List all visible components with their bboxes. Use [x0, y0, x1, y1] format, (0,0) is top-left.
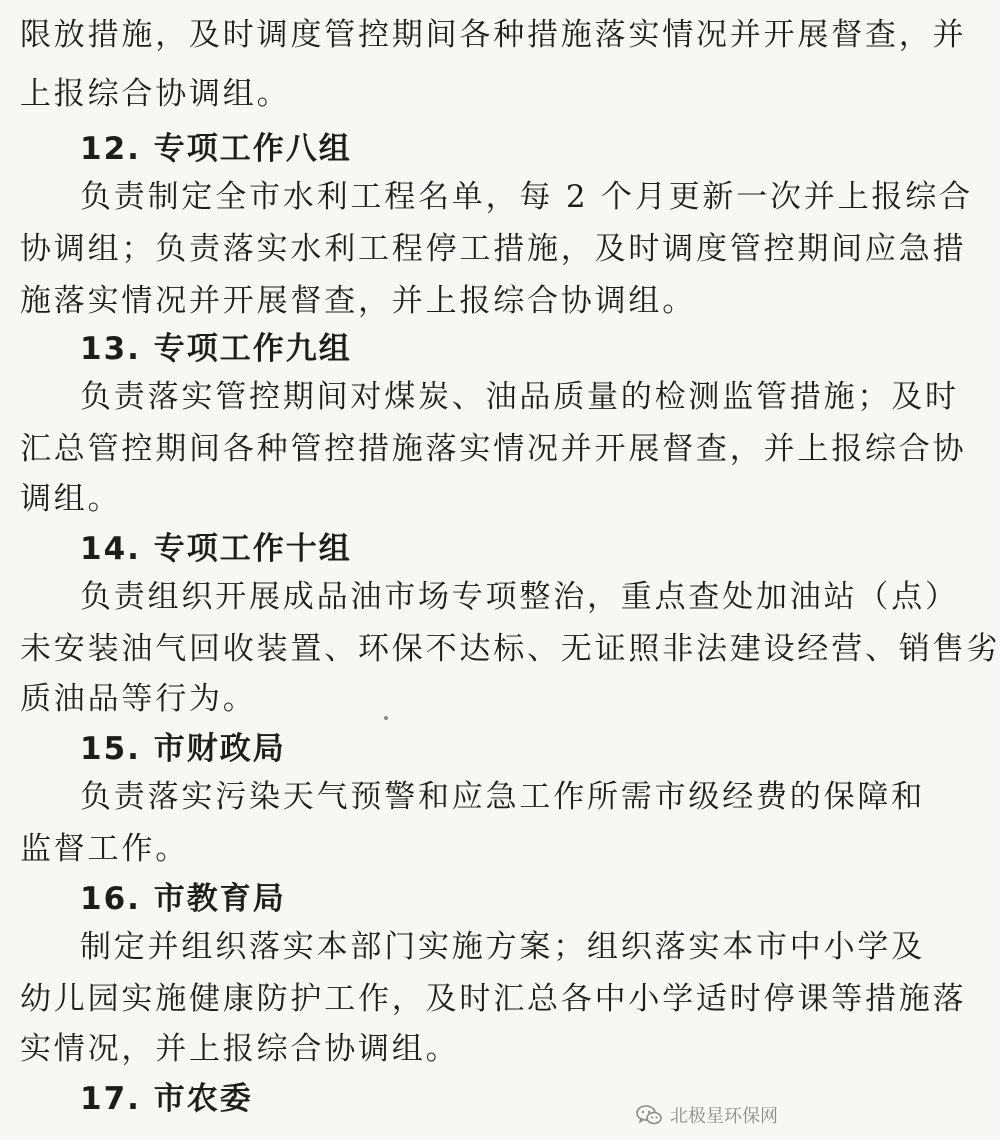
- section-heading: 12. 专项工作八组: [80, 131, 352, 167]
- paragraph-line: 负责制定全市水利工程名单，每 2 个月更新一次并上报综合: [80, 179, 973, 215]
- section-heading: 14. 专项工作十组: [80, 531, 352, 567]
- paragraph-line: 限放措施，及时调度管控期间各种措施落实情况并开展督查，并: [20, 17, 967, 53]
- paragraph-line: 监督工作。: [20, 831, 189, 867]
- paragraph-line: 幼儿园实施健康防护工作，及时汇总各中小学适时停课等措施落: [20, 981, 967, 1017]
- watermark: [636, 1102, 778, 1128]
- section-heading: 15. 市财政局: [80, 731, 286, 767]
- paragraph-line: 实情况，并上报综合协调组。: [20, 1031, 460, 1067]
- watermark-text: 北极星环保网: [670, 1106, 778, 1127]
- section-heading: 13. 专项工作九组: [80, 331, 352, 367]
- paragraph-line: 负责组织开展成品油市场专项整治，重点查处加油站（点）: [80, 579, 959, 615]
- paragraph-line: 协调组；负责落实水利工程停工措施，及时调度管控期间应急措: [20, 231, 967, 267]
- paragraph-line: 上报综合协调组。: [20, 76, 291, 112]
- scan-speck: [384, 716, 388, 720]
- wechat-icon: [636, 1104, 662, 1126]
- paragraph-line: 负责落实污染天气预警和应急工作所需市级经费的保障和: [80, 779, 925, 815]
- section-heading: 17. 市农委: [80, 1081, 253, 1117]
- section-heading: 16. 市教育局: [80, 881, 286, 917]
- paragraph-line: 负责落实管控期间对煤炭、油品质量的检测监管措施；及时: [80, 379, 959, 415]
- paragraph-line: 调组。: [20, 481, 122, 517]
- paragraph-line: 未安装油气回收装置、环保不达标、无证照非法建设经营、销售劣: [20, 631, 1000, 667]
- paragraph-line: 施落实情况并开展督查，并上报综合协调组。: [20, 283, 696, 319]
- paragraph-line: 质油品等行为。: [20, 681, 257, 717]
- paragraph-line: 汇总管控期间各种管控措施落实情况并开展督查，并上报综合协: [20, 431, 967, 467]
- paragraph-line: 制定并组织落实本部门实施方案；组织落实本市中小学及: [80, 929, 925, 965]
